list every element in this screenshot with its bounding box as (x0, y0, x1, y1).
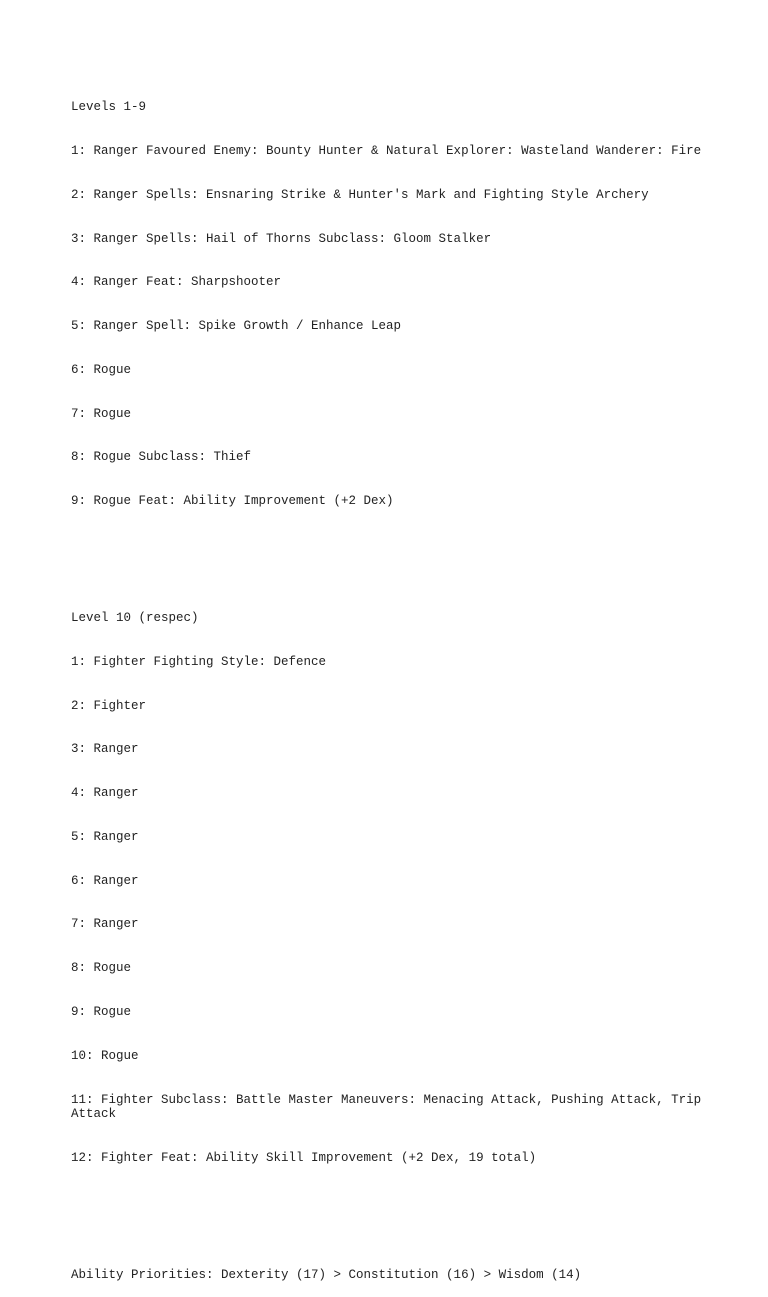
level-line: 5: Ranger (71, 829, 139, 844)
level-line: 2: Ranger Spells: Ensnaring Strike & Hunter's Mark and Fighting Style Archery (71, 187, 649, 202)
level-line: 4: Ranger (71, 786, 139, 801)
level-line: 3: Ranger Spells: Hail of Thorns Subclass: Gloom Stalker (71, 231, 492, 246)
level-line: 5: Ranger Spell: Spike Growth / Enhance Leap (71, 319, 402, 334)
level-line: 1: Ranger Favoured Enemy: Bounty Hunter & Natural Explorer: Wasteland Wanderer: Fire (71, 143, 702, 158)
level-line: 4: Ranger Feat: Sharpshooter (71, 275, 282, 290)
level-line: 3: Ranger (71, 742, 139, 757)
level-line: 12: Fighter Feat: Ability Skill Improvement (+2 Dex, 19 total) (71, 1150, 537, 1165)
document-body (71, 71, 711, 1297)
level-line: 8: Rogue Subclass: Thief (71, 450, 252, 465)
level-line: 10: Rogue (71, 1048, 139, 1063)
section-heading-levels-1-9: Levels 1-9 (71, 100, 147, 115)
level-line: 11: Fighter Subclass: Battle Master Maneuvers: Menacing Attack, Pushing Attack, Trip Attack (71, 1092, 709, 1122)
level-line: 7: Ranger (71, 917, 139, 932)
paragraph-gap (71, 1209, 711, 1224)
level-line: 1: Fighter Fighting Style: Defence (71, 654, 327, 669)
paragraph-gap (71, 553, 711, 568)
section-heading-level-10: Level 10 (respec) (71, 610, 199, 625)
level-line: 8: Rogue (71, 961, 132, 976)
level-line: 7: Rogue (71, 406, 132, 421)
ability-priorities: Ability Priorities: Dexterity (17) > Constitution (16) > Wisdom (14) (71, 1267, 582, 1282)
level-line: 2: Fighter (71, 698, 147, 713)
level-line: 6: Ranger (71, 873, 139, 888)
level-line: 9: Rogue Feat: Ability Improvement (+2 Dex) (71, 494, 394, 509)
level-line: 9: Rogue (71, 1005, 132, 1019)
level-line: 6: Rogue (71, 362, 132, 377)
